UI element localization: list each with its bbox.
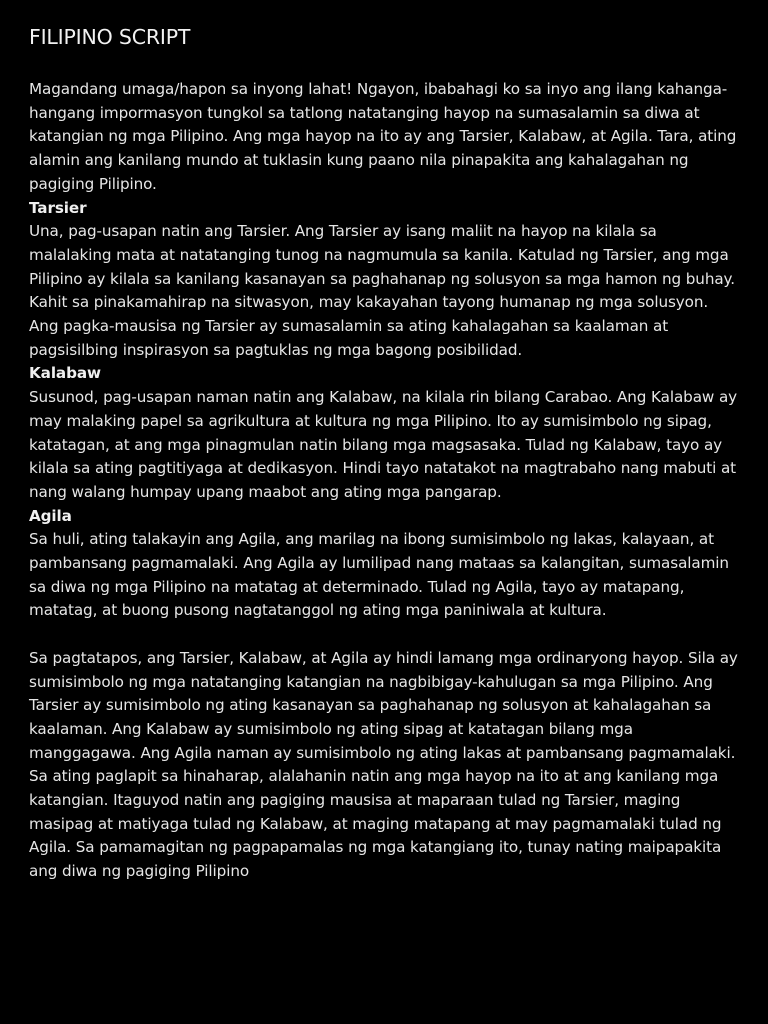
section-body-tarsier: Una, pag-usapan natin ang Tarsier. Ang Tarsier ay isang maliit na hayop na kilala sa malalaking mata at natatanging tunog na nagmumula sa kanila. Katulad ng Tarsier, ang mga Pilipino ay kilala sa kanilang kasanayan sa paghahanap ng solusyon sa mga hamon ng buhay. Kahit sa pinakamahirap na sitwasyon, may kakayahan tayong humanap ng mga solusyon. Ang pagka-mausisa ng Tarsier ay sumasalamin sa ating kahalagahan sa kaalaman at pagsisilbing inspirasyon sa pagtuklas ng mga bagong posibilidad. [29, 222, 736, 359]
document-body [29, 78, 739, 884]
section-heading-kalabaw: Kalabaw [29, 364, 101, 383]
section-body-agila: Sa huli, ating talakayin ang Agila, ang marilag na ibong sumisimbolo ng lakas, kalayaan, at pambansang pagmamalaki. Ang Agila ay lumilipad nang mataas sa kalangitan, sumasalamin sa diwa ng mga Pilipino na matatag at determinado. Tulad ng Agila, tayo ay matapang, matatag, at buong pusong nagtatanggol ng ating mga paniniwala at kultura. [29, 530, 729, 620]
document-title: FILIPINO SCRIPT [29, 25, 191, 49]
section-heading-agila: Agila [29, 506, 72, 525]
paragraph-spacer [29, 623, 739, 647]
section-heading-tarsier: Tarsier [29, 198, 87, 217]
section-body-kalabaw: Susunod, pag-usapan naman natin ang Kalabaw, na kilala rin bilang Carabao. Ang Kalabaw ay may malaking papel sa agrikultura at kultura ng mga Pilipino. Ito ay sumisimbolo ng sipag, katatagan, at ang mga pinagmulan natin bilang mga magsasaka. Tulad ng Kalabaw, tayo ay kilala sa ating pagtitiyaga at dedikasyon. Hindi tayo natatakot na magtrabaho nang mabuti at nang walang humpay upang maabot ang ating mga pangarap. [29, 388, 738, 501]
conclusion-paragraph-2: Sa ating paglapit sa hinaharap, alalahanin natin ang mga hayop na ito at ang kanilang mga katangian. Itaguyod natin ang pagiging mausisa at maparaan tulad ng Tarsier, maging masipag at matiyaga tulad ng Kalabaw, at maging matapang at may pagmamalaki tulad ng Agila. Sa pamamagitan ng pagpapamalas ng mga katangiang ito, tunay nating maipapakita ang diwa ng pagiging Pilipino [29, 767, 722, 881]
conclusion-paragraph-1: Sa pagtatapos, ang Tarsier, Kalabaw, at Agila ay hindi lamang mga ordinaryong hayop. Sila ay sumisimbolo ng mga natatanging katangian na nagbibigay-kahulugan sa mga Pilipino. Ang Tarsier ay sumisimbolo ng ating kasanayan sa paghahanap ng solusyon at kahalagahan sa kaalaman. Ang Kalabaw ay sumisimbolo ng ating sipag at katatagan bilang mga manggagawa. Ang Agila naman ay sumisimbolo ng ating lakas at pambansang pagmamalaki. [29, 648, 738, 762]
intro-paragraph: Magandang umaga/hapon sa inyong lahat! Ngayon, ibabahagi ko sa inyo ang ilang kahanga-hangang impormasyon tungkol sa tatlong natatanging hayop na sumasalamin sa diwa at katangian ng mga Pilipino. Ang mga hayop na ito ay ang Tarsier, Kalabaw, at Agila. Tara, ating alamin ang kanilang mundo at tuklasin kung paano nila pinapakita ang kahalagahan ng pagiging Pilipino. [29, 80, 737, 193]
